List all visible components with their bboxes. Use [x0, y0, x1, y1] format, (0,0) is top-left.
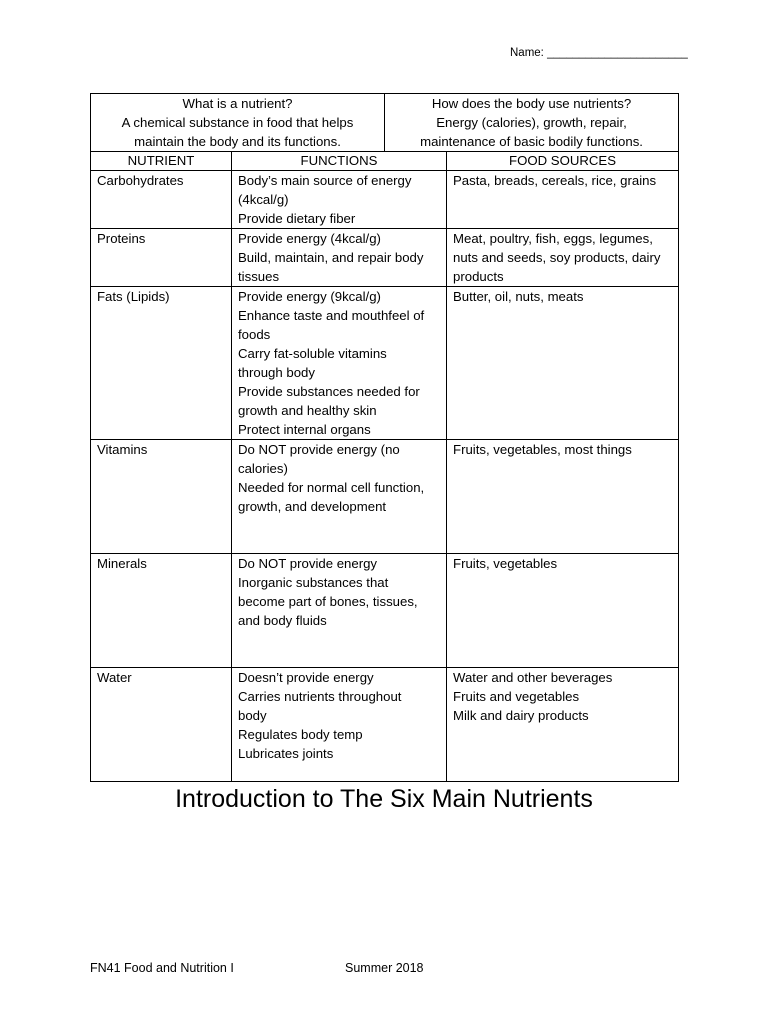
function-line: Do NOT provide energy (no [238, 442, 400, 457]
nutrient-name: Water [91, 668, 232, 782]
function-line: Provide dietary fiber [238, 211, 356, 226]
food-sources-cell [447, 668, 679, 782]
function-line: foods [238, 327, 271, 342]
function-line: Enhance taste and mouthfeel of [238, 308, 425, 323]
function-line: Carry fat-soluble vitamins [238, 346, 387, 361]
functions-cell [232, 287, 447, 440]
functions-cell [232, 440, 447, 554]
function-line: Provide substances needed for [238, 384, 420, 399]
use-answer-line: Energy (calories), growth, repair, [436, 115, 627, 130]
table-row [91, 668, 679, 782]
table-row [91, 171, 679, 229]
nutrient-name: Carbohydrates [91, 171, 232, 229]
function-line: Lubricates joints [238, 746, 334, 761]
function-line: (4kcal/g) [238, 192, 289, 207]
function-line: become part of bones, tissues, [238, 594, 418, 609]
function-line: growth and healthy skin [238, 403, 377, 418]
functions-cell [232, 668, 447, 782]
source-line: nuts and seeds, soy products, dairy [453, 250, 661, 265]
function-line: Doesn’t provide energy [238, 670, 374, 685]
source-line: Pasta, breads, cereals, rice, grains [453, 173, 657, 188]
page-title: Introduction to The Six Main Nutrients [175, 785, 593, 813]
table-header-row [91, 152, 679, 171]
food-sources-cell [447, 440, 679, 554]
source-line: Meat, poultry, fish, eggs, legumes, [453, 231, 653, 246]
function-line: through body [238, 365, 315, 380]
functions-cell [232, 171, 447, 229]
food-sources-cell [447, 229, 679, 287]
nutrient-name: Fats (Lipids) [91, 287, 232, 440]
function-line: Needed for normal cell function, [238, 480, 425, 495]
nutrient-name: Vitamins [91, 440, 232, 554]
function-line: and body fluids [238, 613, 327, 628]
function-line: Body’s main source of energy [238, 173, 412, 188]
header-functions: FUNCTIONS [232, 152, 447, 171]
function-line: calories) [238, 461, 288, 476]
header-nutrient: NUTRIENT [91, 152, 232, 171]
use-answer-line: maintenance of basic bodily functions. [420, 134, 643, 149]
source-line: Fruits, vegetables [453, 556, 558, 571]
nutrient-name: Proteins [91, 229, 232, 287]
definition-answer-line: A chemical substance in food that helps [121, 115, 354, 130]
functions-cell [232, 554, 447, 668]
function-line: Provide energy (9kcal/g) [238, 289, 381, 304]
nutrient-name: Minerals [91, 554, 232, 668]
food-sources-cell [447, 554, 679, 668]
source-line: Fruits, vegetables, most things [453, 442, 632, 457]
source-line: Milk and dairy products [453, 708, 589, 723]
nutrient-definition-cell [91, 94, 385, 152]
nutrient-use-cell [385, 94, 679, 152]
function-line: Do NOT provide energy [238, 556, 378, 571]
food-sources-cell [447, 171, 679, 229]
use-question: How does the body use nutrients? [431, 96, 632, 111]
functions-cell [232, 229, 447, 287]
function-line: Inorganic substances that [238, 575, 389, 590]
table-row [91, 287, 679, 440]
footer-term: Summer 2018 [345, 961, 424, 975]
function-line: Build, maintain, and repair body [238, 250, 424, 265]
source-line: Fruits and vegetables [453, 689, 580, 704]
table-row [91, 440, 679, 554]
function-line: tissues [238, 269, 280, 284]
function-line: Regulates body temp [238, 727, 363, 742]
footer-course: FN41 Food and Nutrition I [90, 961, 234, 975]
source-line: Butter, oil, nuts, meats [453, 289, 584, 304]
function-line: Protect internal organs [238, 422, 371, 437]
table-row [91, 554, 679, 668]
function-line: body [238, 708, 267, 723]
nutrients-table [90, 93, 679, 782]
table-row [91, 229, 679, 287]
intro-row [91, 94, 679, 152]
header-food-sources: FOOD SOURCES [447, 152, 679, 171]
definition-question: What is a nutrient? [182, 96, 293, 111]
name-field-label: Name: ______________________ [510, 47, 688, 59]
definition-answer-line: maintain the body and its functions. [134, 134, 341, 149]
function-line: growth, and development [238, 499, 387, 514]
source-line: Water and other beverages [453, 670, 613, 685]
food-sources-cell [447, 287, 679, 440]
function-line: Provide energy (4kcal/g) [238, 231, 381, 246]
function-line: Carries nutrients throughout [238, 689, 402, 704]
source-line: products [453, 269, 504, 284]
